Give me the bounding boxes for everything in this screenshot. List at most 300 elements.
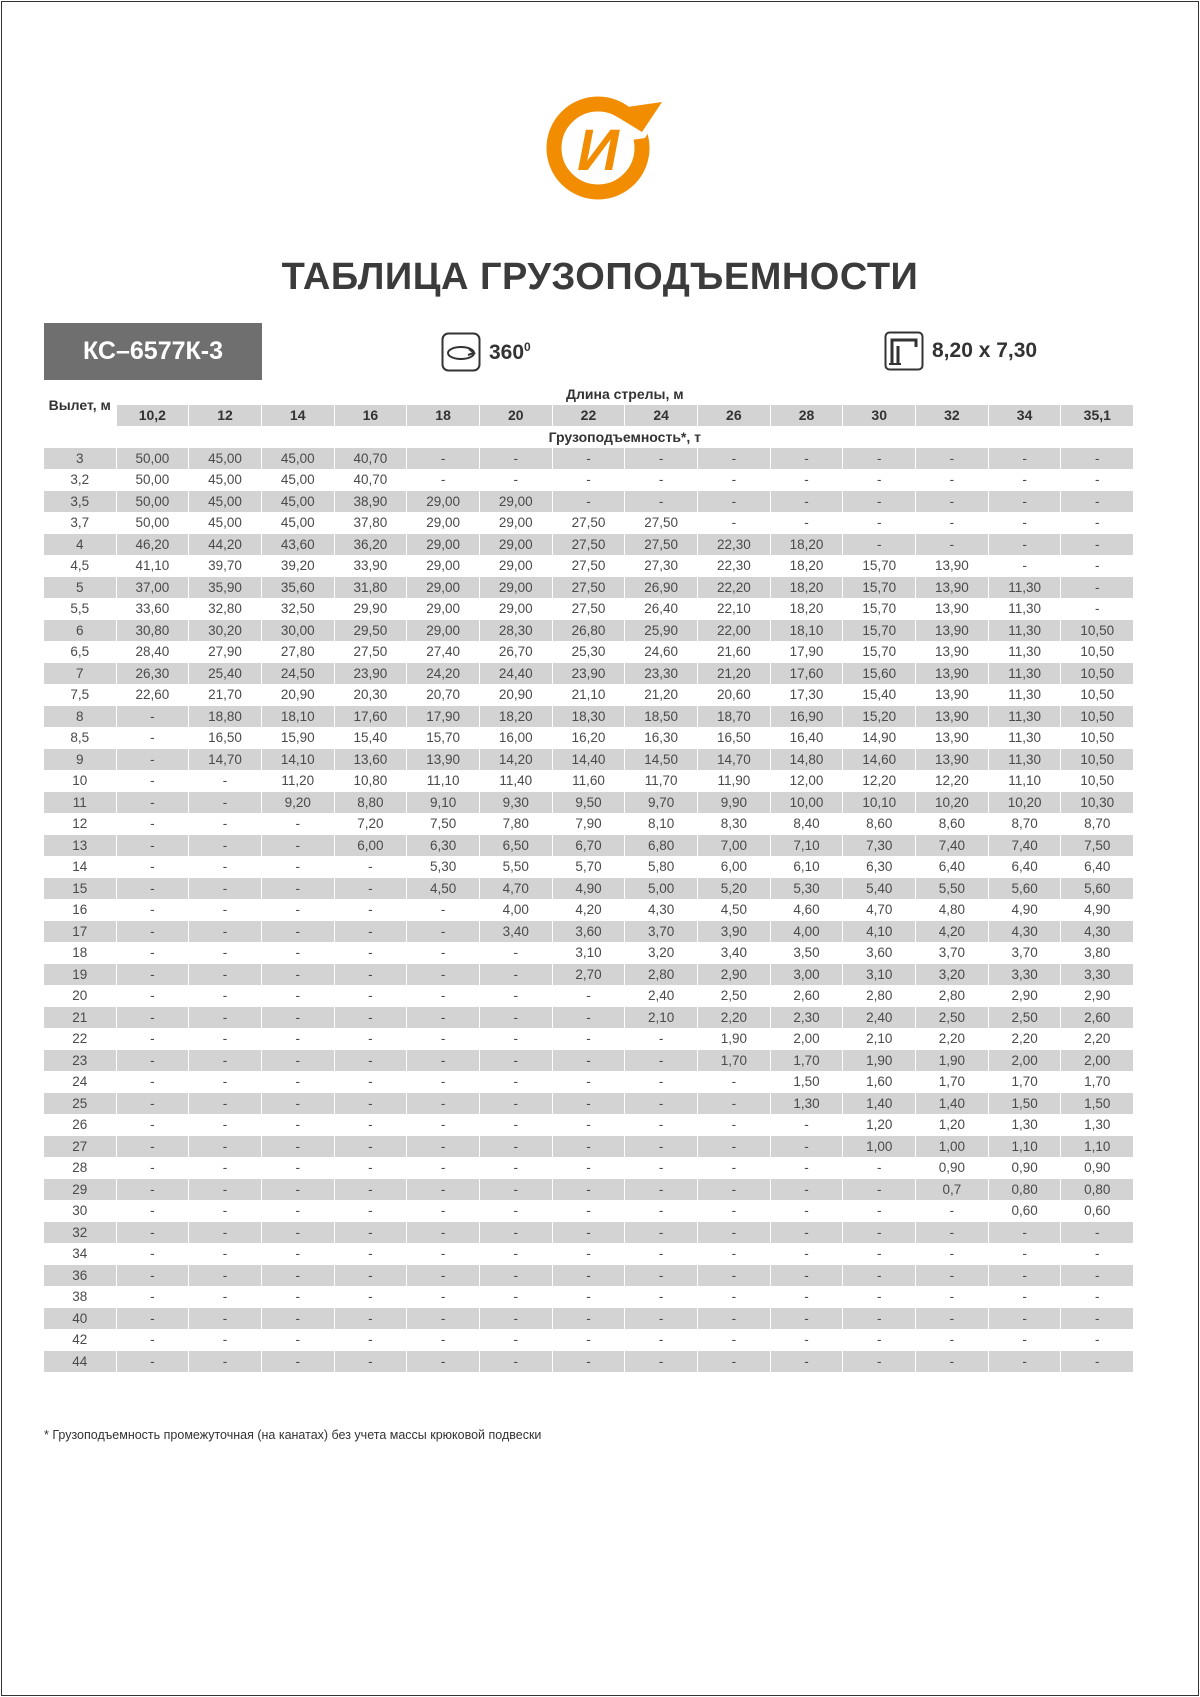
capacity-cell: 1,00 <box>843 1136 916 1158</box>
capacity-cell: 18,20 <box>770 555 843 577</box>
capacity-cell: 38,90 <box>334 491 407 513</box>
capacity-cell: - <box>988 512 1061 534</box>
capacity-cell: 2,10 <box>843 1028 916 1050</box>
capacity-cell: 37,80 <box>334 512 407 534</box>
capacity-cell: 24,50 <box>261 663 334 685</box>
capacity-cell: - <box>261 1071 334 1093</box>
capacity-cell: - <box>407 469 480 491</box>
capacity-cell: 4,10 <box>843 921 916 943</box>
capacity-cell: - <box>261 813 334 835</box>
capacity-cell: - <box>116 1351 189 1373</box>
capacity-cell: 0,90 <box>1061 1157 1134 1179</box>
table-row <box>44 942 1134 964</box>
capacity-cell: 3,10 <box>552 942 625 964</box>
capacity-cell: - <box>843 1157 916 1179</box>
capacity-cell: 4,50 <box>407 878 480 900</box>
capacity-cell: - <box>1061 1243 1134 1265</box>
capacity-cell: - <box>116 985 189 1007</box>
capacity-cell: 44,20 <box>189 534 262 556</box>
capacity-cell: 17,60 <box>770 663 843 685</box>
capacity-cell: 13,90 <box>916 598 989 620</box>
capacity-cell: 20,70 <box>407 684 480 706</box>
capacity-cell: - <box>625 491 698 513</box>
capacity-cell: - <box>843 534 916 556</box>
reach-cell: 34 <box>44 1243 116 1265</box>
reach-cell: 3 <box>44 448 116 470</box>
capacity-cell: 27,50 <box>625 534 698 556</box>
reach-cell: 7,5 <box>44 684 116 706</box>
rotation-360-icon <box>441 332 481 372</box>
reach-cell: 25 <box>44 1093 116 1115</box>
reach-cell: 38 <box>44 1286 116 1308</box>
capacity-cell: 29,00 <box>479 598 552 620</box>
capacity-cell: 40,70 <box>334 448 407 470</box>
capacity-cell: 13,90 <box>916 620 989 642</box>
capacity-cell: 20,90 <box>261 684 334 706</box>
capacity-cell: - <box>552 1222 625 1244</box>
capacity-cell: 15,20 <box>843 706 916 728</box>
capacity-cell: 17,90 <box>407 706 480 728</box>
capacity-cell: 10,30 <box>1061 792 1134 814</box>
capacity-cell: - <box>1061 469 1134 491</box>
capacity-cell: 5,50 <box>916 878 989 900</box>
capacity-cell: - <box>479 1093 552 1115</box>
capacity-cell: - <box>189 1093 262 1115</box>
reach-cell: 42 <box>44 1329 116 1351</box>
capacity-cell: - <box>843 512 916 534</box>
capacity-cell: - <box>334 878 407 900</box>
capacity-cell: - <box>189 964 262 986</box>
capacity-cell: - <box>261 964 334 986</box>
reach-cell: 7 <box>44 663 116 685</box>
capacity-cell: 17,30 <box>770 684 843 706</box>
capacity-cell: 29,00 <box>479 491 552 513</box>
capacity-cell: 1,70 <box>988 1071 1061 1093</box>
capacity-cell: 4,00 <box>479 899 552 921</box>
capacity-cell: - <box>916 1286 989 1308</box>
capacity-cell: - <box>770 1286 843 1308</box>
capacity-cell: - <box>1061 1286 1134 1308</box>
table-row <box>44 1007 1134 1029</box>
capacity-table <box>44 383 1134 1372</box>
capacity-cell: - <box>407 1308 480 1330</box>
capacity-cell: 27,90 <box>189 641 262 663</box>
capacity-cell: - <box>479 1179 552 1201</box>
capacity-cell: - <box>698 1157 771 1179</box>
capacity-cell: - <box>334 964 407 986</box>
capacity-cell: 10,50 <box>1061 620 1134 642</box>
capacity-cell: 4,60 <box>770 899 843 921</box>
capacity-cell: 1,90 <box>698 1028 771 1050</box>
capacity-cell: - <box>625 1114 698 1136</box>
capacity-cell: 16,00 <box>479 727 552 749</box>
capacity-cell: 21,60 <box>698 641 771 663</box>
capacity-cell: - <box>334 1308 407 1330</box>
capacity-cell: 32,80 <box>189 598 262 620</box>
reach-cell: 9 <box>44 749 116 771</box>
rotation-superscript: 0 <box>524 339 531 354</box>
capacity-header-spacer <box>44 426 116 448</box>
boom-length-row <box>44 405 1134 427</box>
capacity-cell: - <box>189 1114 262 1136</box>
reach-cell: 26 <box>44 1114 116 1136</box>
reach-cell: 27 <box>44 1136 116 1158</box>
capacity-cell: - <box>770 1265 843 1287</box>
capacity-cell: - <box>770 512 843 534</box>
capacity-cell: 7,10 <box>770 835 843 857</box>
capacity-cell: 5,00 <box>625 878 698 900</box>
capacity-cell: - <box>552 1071 625 1093</box>
capacity-cell: - <box>334 1136 407 1158</box>
capacity-cell: - <box>334 1028 407 1050</box>
capacity-cell: - <box>116 878 189 900</box>
boom-length-cell: 24 <box>625 405 698 427</box>
capacity-cell: - <box>843 491 916 513</box>
reach-cell: 4,5 <box>44 555 116 577</box>
capacity-cell: 2,70 <box>552 964 625 986</box>
capacity-cell: - <box>1061 1351 1134 1373</box>
capacity-cell: - <box>261 1222 334 1244</box>
capacity-cell: 11,40 <box>479 770 552 792</box>
capacity-cell: - <box>770 1157 843 1179</box>
capacity-cell: 4,30 <box>1061 921 1134 943</box>
table-row <box>44 985 1134 1007</box>
capacity-cell: - <box>479 1050 552 1072</box>
capacity-cell: 45,00 <box>261 448 334 470</box>
table-row <box>44 1093 1134 1115</box>
capacity-cell: 50,00 <box>116 512 189 534</box>
reach-cell: 13 <box>44 835 116 857</box>
capacity-cell: 6,30 <box>407 835 480 857</box>
capacity-cell: 17,60 <box>334 706 407 728</box>
table-row <box>44 1200 1134 1222</box>
capacity-cell: 3,40 <box>479 921 552 943</box>
capacity-cell: - <box>479 1157 552 1179</box>
capacity-cell: - <box>334 1265 407 1287</box>
capacity-cell: 13,90 <box>916 577 989 599</box>
capacity-cell: - <box>407 1114 480 1136</box>
capacity-cell: - <box>988 1329 1061 1351</box>
capacity-cell: - <box>116 1329 189 1351</box>
reach-cell: 40 <box>44 1308 116 1330</box>
capacity-cell: 2,40 <box>843 1007 916 1029</box>
capacity-cell: 22,30 <box>698 555 771 577</box>
capacity-cell: - <box>116 835 189 857</box>
table-row <box>44 469 1134 491</box>
capacity-cell: - <box>552 1050 625 1072</box>
capacity-cell: 29,00 <box>479 534 552 556</box>
capacity-cell: - <box>116 964 189 986</box>
capacity-cell: 3,70 <box>625 921 698 943</box>
capacity-cell: 3,80 <box>1061 942 1134 964</box>
capacity-cell: - <box>698 1265 771 1287</box>
capacity-cell: - <box>116 1136 189 1158</box>
capacity-cell: 8,70 <box>1061 813 1134 835</box>
capacity-cell: 25,30 <box>552 641 625 663</box>
reach-cell: 36 <box>44 1265 116 1287</box>
capacity-cell: 1,30 <box>1061 1114 1134 1136</box>
capacity-cell: - <box>698 1308 771 1330</box>
rotation-value <box>489 340 531 365</box>
capacity-cell: 32,50 <box>261 598 334 620</box>
table-row <box>44 921 1134 943</box>
capacity-cell: 22,60 <box>116 684 189 706</box>
capacity-cell: - <box>334 1329 407 1351</box>
capacity-cell: - <box>116 921 189 943</box>
capacity-cell: - <box>916 1222 989 1244</box>
table-row <box>44 1071 1134 1093</box>
capacity-cell: 14,70 <box>189 749 262 771</box>
capacity-cell: 50,00 <box>116 448 189 470</box>
reach-cell: 20 <box>44 985 116 1007</box>
capacity-cell: 1,30 <box>770 1093 843 1115</box>
capacity-cell: - <box>479 1028 552 1050</box>
capacity-cell: 29,00 <box>407 512 480 534</box>
capacity-cell: 1,50 <box>1061 1093 1134 1115</box>
capacity-cell: 11,30 <box>988 727 1061 749</box>
capacity-cell: - <box>189 1007 262 1029</box>
capacity-cell: 10,50 <box>1061 663 1134 685</box>
reach-cell: 11 <box>44 792 116 814</box>
capacity-cell: - <box>116 1093 189 1115</box>
capacity-cell: - <box>552 1351 625 1373</box>
capacity-cell: 39,70 <box>189 555 262 577</box>
capacity-cell: 9,50 <box>552 792 625 814</box>
table-row <box>44 727 1134 749</box>
capacity-cell: 15,40 <box>843 684 916 706</box>
reach-cell: 6 <box>44 620 116 642</box>
capacity-cell: 1,20 <box>916 1114 989 1136</box>
capacity-cell: - <box>189 878 262 900</box>
capacity-cell: - <box>479 1071 552 1093</box>
table-row <box>44 813 1134 835</box>
capacity-cell: 12,00 <box>770 770 843 792</box>
capacity-cell: - <box>916 1329 989 1351</box>
capacity-cell: 4,30 <box>625 899 698 921</box>
capacity-cell: 29,00 <box>479 555 552 577</box>
capacity-cell: - <box>261 1286 334 1308</box>
capacity-cell: 27,50 <box>334 641 407 663</box>
boom-length-cell: 12 <box>189 405 262 427</box>
capacity-cell: - <box>407 1071 480 1093</box>
capacity-cell: - <box>552 1265 625 1287</box>
capacity-cell: 22,20 <box>698 577 771 599</box>
capacity-cell: - <box>916 1351 989 1373</box>
capacity-cell: 27,50 <box>552 555 625 577</box>
capacity-cell: - <box>625 1093 698 1115</box>
capacity-cell: - <box>552 1093 625 1115</box>
capacity-cell: - <box>261 1007 334 1029</box>
capacity-cell: - <box>334 1050 407 1072</box>
reach-cell: 14 <box>44 856 116 878</box>
capacity-cell: 1,70 <box>916 1071 989 1093</box>
capacity-cell: 18,70 <box>698 706 771 728</box>
capacity-cell: 7,50 <box>1061 835 1134 857</box>
capacity-cell: 10,50 <box>1061 684 1134 706</box>
capacity-cell: 2,60 <box>1061 1007 1134 1029</box>
rotation-degrees: 360 <box>489 340 525 364</box>
table-row <box>44 1114 1134 1136</box>
capacity-cell: - <box>625 1028 698 1050</box>
capacity-cell: - <box>698 1351 771 1373</box>
capacity-cell: 2,80 <box>843 985 916 1007</box>
table-row <box>44 620 1134 642</box>
capacity-cell: - <box>334 1114 407 1136</box>
capacity-cell: 29,00 <box>479 512 552 534</box>
capacity-cell: 15,60 <box>843 663 916 685</box>
capacity-cell: - <box>189 1157 262 1179</box>
capacity-cell: - <box>479 1308 552 1330</box>
capacity-cell: 7,50 <box>407 813 480 835</box>
capacity-cell: 23,90 <box>552 663 625 685</box>
capacity-cell: 16,50 <box>189 727 262 749</box>
capacity-cell: 14,10 <box>261 749 334 771</box>
capacity-cell: 21,10 <box>552 684 625 706</box>
capacity-cell: - <box>334 1007 407 1029</box>
capacity-cell: - <box>334 985 407 1007</box>
capacity-cell: - <box>116 942 189 964</box>
capacity-cell: 45,00 <box>189 469 262 491</box>
capacity-cell: - <box>916 512 989 534</box>
table-row <box>44 1179 1134 1201</box>
capacity-cell: - <box>116 1222 189 1244</box>
capacity-cell: 9,90 <box>698 792 771 814</box>
capacity-cell: 2,50 <box>698 985 771 1007</box>
capacity-cell: - <box>334 942 407 964</box>
capacity-cell: 3,90 <box>698 921 771 943</box>
capacity-cell: - <box>988 448 1061 470</box>
capacity-cell: 10,10 <box>843 792 916 814</box>
capacity-cell: - <box>698 1179 771 1201</box>
capacity-cell: 0,90 <box>988 1157 1061 1179</box>
capacity-cell: - <box>479 1200 552 1222</box>
capacity-cell: - <box>770 491 843 513</box>
capacity-cell: 2,20 <box>988 1028 1061 1050</box>
capacity-cell: - <box>552 1157 625 1179</box>
capacity-cell: 16,40 <box>770 727 843 749</box>
reach-cell: 32 <box>44 1222 116 1244</box>
capacity-cell: 12,20 <box>916 770 989 792</box>
capacity-cell: 11,70 <box>625 770 698 792</box>
capacity-cell: - <box>770 1329 843 1351</box>
capacity-cell: - <box>189 792 262 814</box>
capacity-cell: 0,7 <box>916 1179 989 1201</box>
capacity-cell: 29,00 <box>407 534 480 556</box>
boom-length-cell: 34 <box>988 405 1061 427</box>
capacity-cell: 4,70 <box>479 878 552 900</box>
capacity-cell: - <box>116 1179 189 1201</box>
capacity-cell: - <box>189 985 262 1007</box>
capacity-body <box>44 448 1134 1373</box>
capacity-cell: 15,70 <box>843 641 916 663</box>
table-row <box>44 835 1134 857</box>
capacity-cell: - <box>261 1243 334 1265</box>
capacity-cell: 13,90 <box>916 706 989 728</box>
capacity-cell: - <box>261 985 334 1007</box>
capacity-cell: - <box>407 942 480 964</box>
capacity-cell: 30,80 <box>116 620 189 642</box>
capacity-cell: 1,30 <box>988 1114 1061 1136</box>
capacity-cell: 5,50 <box>479 856 552 878</box>
capacity-cell: - <box>189 1222 262 1244</box>
capacity-cell: - <box>770 1351 843 1373</box>
capacity-cell: 1,90 <box>916 1050 989 1072</box>
capacity-cell: 18,20 <box>770 598 843 620</box>
capacity-cell: - <box>479 1114 552 1136</box>
capacity-cell: 4,90 <box>1061 899 1134 921</box>
capacity-cell: - <box>116 813 189 835</box>
reach-cell: 5 <box>44 577 116 599</box>
table-row <box>44 856 1134 878</box>
capacity-cell: - <box>843 1265 916 1287</box>
capacity-cell: - <box>625 1329 698 1351</box>
capacity-cell: 23,90 <box>334 663 407 685</box>
capacity-cell: - <box>770 1222 843 1244</box>
capacity-cell: 4,00 <box>770 921 843 943</box>
capacity-cell: 11,30 <box>988 620 1061 642</box>
capacity-cell: 3,20 <box>625 942 698 964</box>
boom-length-cell: 32 <box>916 405 989 427</box>
reach-cell: 16 <box>44 899 116 921</box>
capacity-cell: 11,10 <box>407 770 480 792</box>
capacity-cell: - <box>988 469 1061 491</box>
capacity-cell: 43,60 <box>261 534 334 556</box>
capacity-cell: - <box>261 1050 334 1072</box>
capacity-cell: - <box>698 448 771 470</box>
reach-cell: 29 <box>44 1179 116 1201</box>
capacity-cell: - <box>479 448 552 470</box>
capacity-cell: 4,80 <box>916 899 989 921</box>
capacity-cell: 3,30 <box>988 964 1061 986</box>
table-row <box>44 706 1134 728</box>
capacity-cell: - <box>407 1093 480 1115</box>
capacity-cell: - <box>334 1222 407 1244</box>
capacity-cell: 5,30 <box>407 856 480 878</box>
capacity-cell: - <box>770 469 843 491</box>
capacity-cell: - <box>189 1329 262 1351</box>
capacity-cell: 29,00 <box>407 577 480 599</box>
capacity-cell: 30,20 <box>189 620 262 642</box>
capacity-cell: 21,20 <box>625 684 698 706</box>
capacity-cell: - <box>407 964 480 986</box>
capacity-cell: 9,10 <box>407 792 480 814</box>
capacity-cell: 23,30 <box>625 663 698 685</box>
reach-header: Вылет, м <box>44 383 116 426</box>
capacity-cell: 1,50 <box>770 1071 843 1093</box>
capacity-cell: - <box>770 448 843 470</box>
capacity-cell: - <box>479 964 552 986</box>
boom-length-cell: 20 <box>479 405 552 427</box>
capacity-cell: - <box>988 1222 1061 1244</box>
capacity-cell: 10,20 <box>988 792 1061 814</box>
capacity-cell: 11,30 <box>988 663 1061 685</box>
capacity-cell: 25,40 <box>189 663 262 685</box>
capacity-cell: 3,60 <box>552 921 625 943</box>
capacity-cell: - <box>988 555 1061 577</box>
boom-length-cell: 18 <box>407 405 480 427</box>
reach-cell: 10 <box>44 770 116 792</box>
capacity-cell: - <box>189 942 262 964</box>
capacity-cell: - <box>698 1071 771 1093</box>
capacity-cell: 10,50 <box>1061 770 1134 792</box>
table-row <box>44 491 1134 513</box>
capacity-cell: - <box>843 1308 916 1330</box>
capacity-cell: - <box>407 921 480 943</box>
capacity-cell: 50,00 <box>116 491 189 513</box>
capacity-cell: 20,60 <box>698 684 771 706</box>
capacity-cell: - <box>116 1308 189 1330</box>
capacity-cell: 29,00 <box>407 555 480 577</box>
